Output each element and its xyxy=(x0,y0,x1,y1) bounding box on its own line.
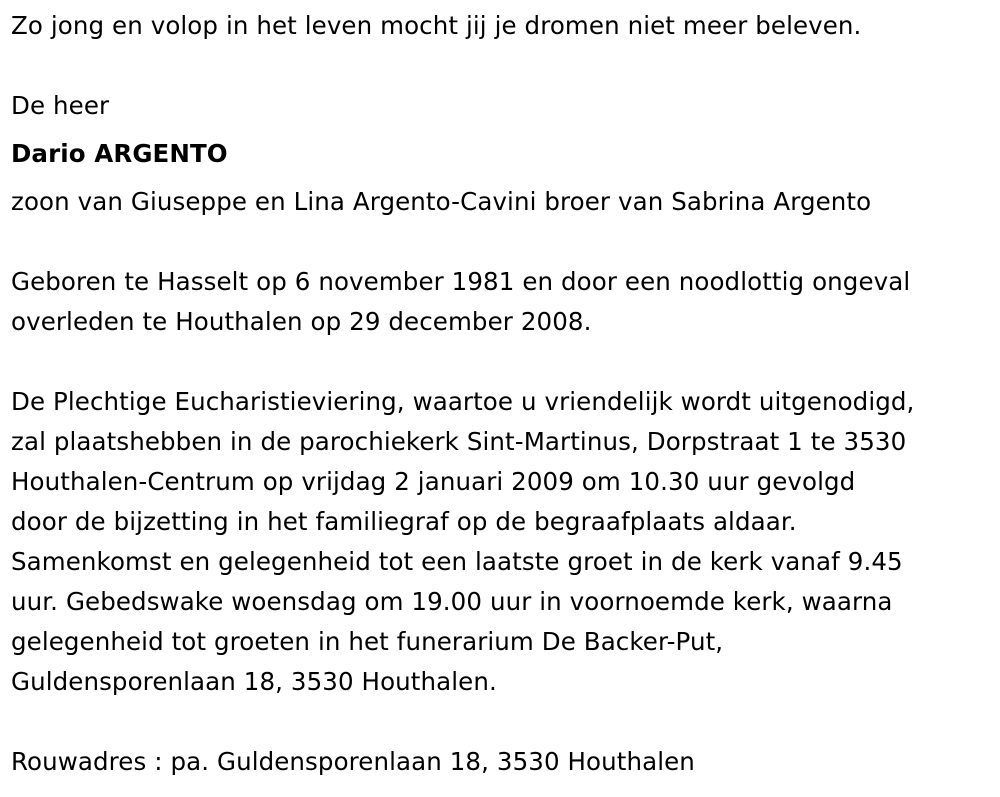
ceremony-line: Houthalen-Centrum op vrijdag 2 januari 2009 om 10.30 uur gevolgd xyxy=(11,467,856,496)
birth-death-line: Geboren te Hasselt op 6 november 1981 en door een noodlottig ongeval xyxy=(11,267,911,296)
birth-death-line: overleden te Houthalen op 29 december 2008. xyxy=(11,307,592,336)
ceremony-line: zal plaatshebben in de parochiekerk Sint-Martinus, Dorpstraat 1 te 3530 xyxy=(11,427,907,456)
ceremony-line: gelegenheid tot groeten in het funerarium De Backer-Put, xyxy=(11,627,724,656)
ceremony-line: Samenkomst en gelegenheid tot een laatste groet in de kerk vanaf 9.45 xyxy=(11,547,903,576)
family-line: zoon van Giuseppe en Lina Argento-Cavini broer van Sabrina Argento xyxy=(11,187,872,216)
ceremony-line: De Plechtige Eucharistieviering, waartoe u vriendelijk wordt uitgenodigd, xyxy=(11,387,915,416)
ceremony-line: uur. Gebedswake woensdag om 19.00 uur in voornoemde kerk, waarna xyxy=(11,587,893,616)
deceased-name: Dario ARGENTO xyxy=(11,139,228,168)
salutation: De heer xyxy=(11,91,110,120)
ceremony-line: door de bijzetting in het familiegraf op de begraafplaats aldaar. xyxy=(11,507,797,536)
mourning-address: Rouwadres : pa. Guldensporenlaan 18, 3530 Houthalen xyxy=(11,747,695,776)
ceremony-line: Guldensporenlaan 18, 3530 Houthalen. xyxy=(11,667,497,696)
motto-line: Zo jong en volop in het leven mocht jij je dromen niet meer beleven. xyxy=(11,11,862,40)
